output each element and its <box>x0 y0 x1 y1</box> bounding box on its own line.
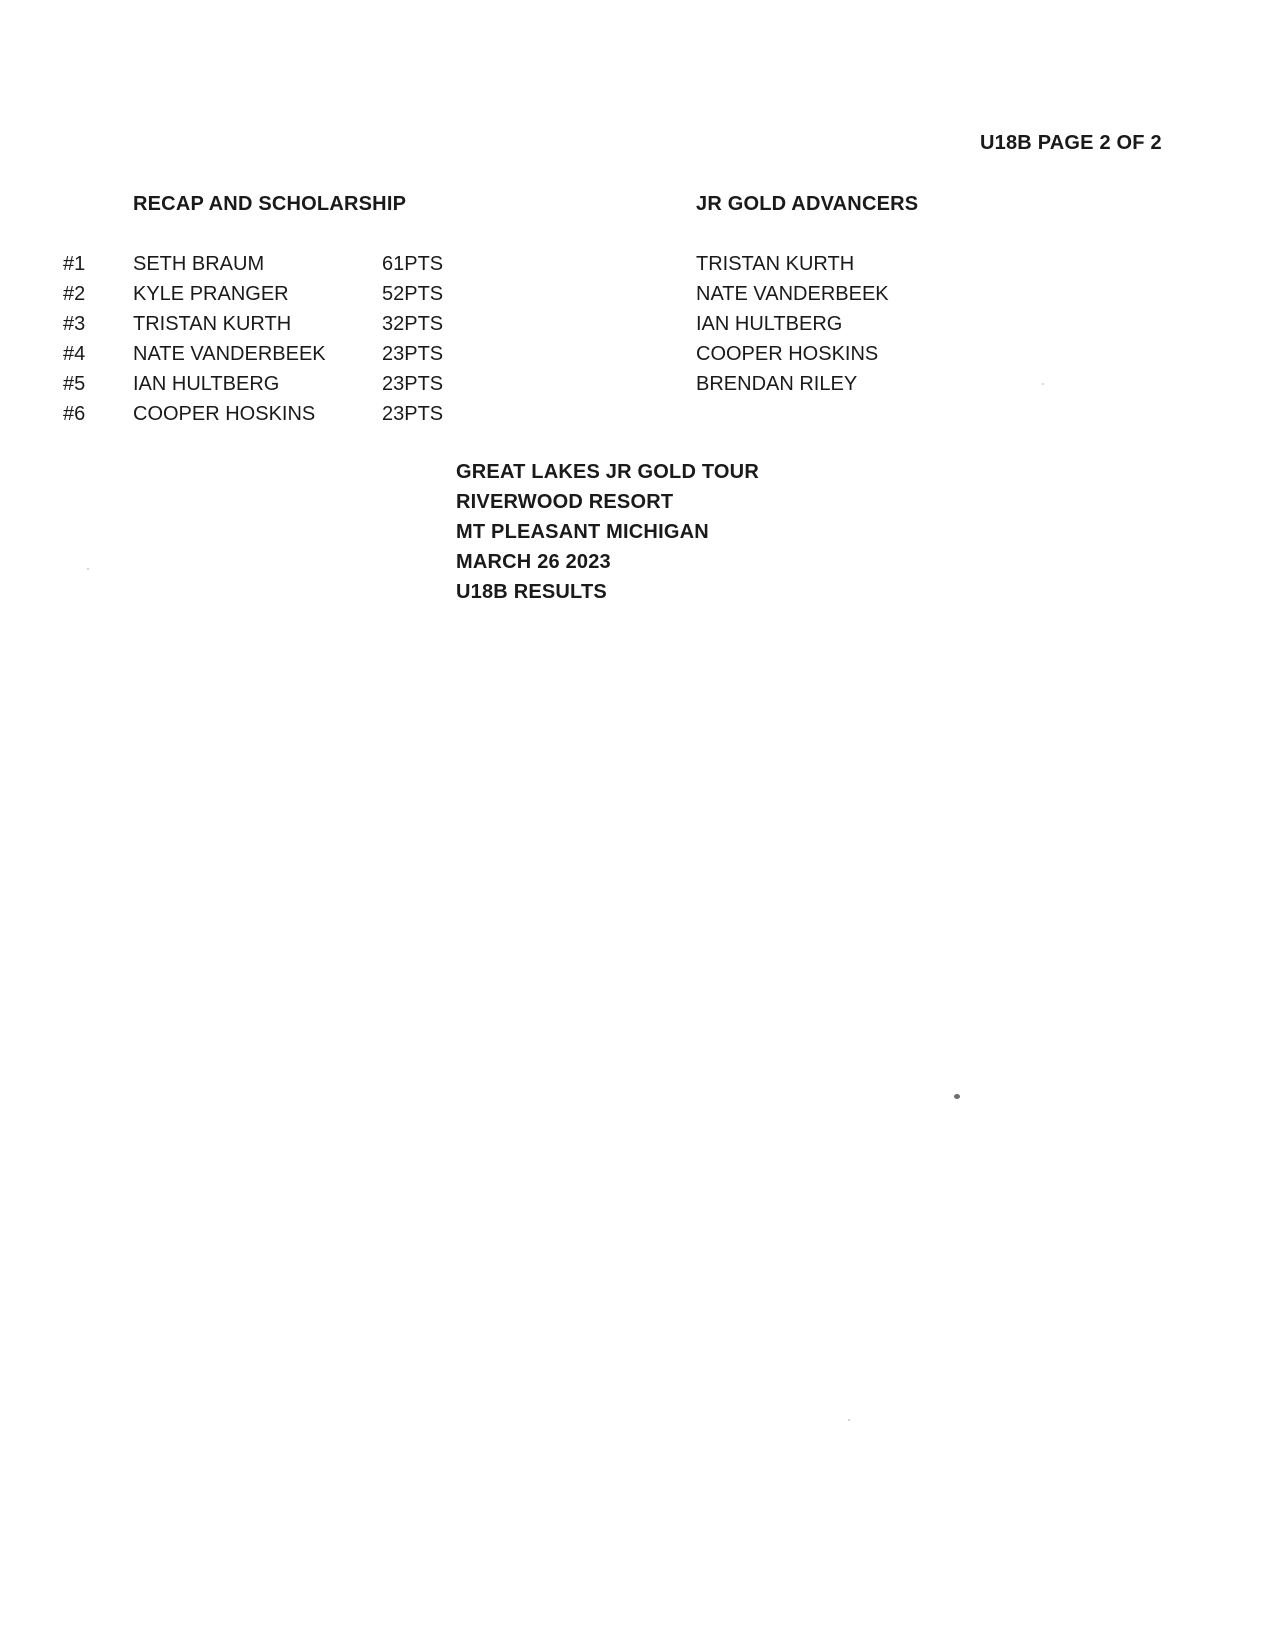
event-info-line: MARCH 26 2023 <box>456 551 611 573</box>
recap-name: SETH BRAUM <box>133 253 265 275</box>
event-info-line: MT PLEASANT MICHIGAN <box>456 521 709 543</box>
scan-speck <box>87 568 89 570</box>
advancer-name: COOPER HOSKINS <box>696 343 879 365</box>
recap-name: IAN HULTBERG <box>133 373 280 395</box>
scan-speck <box>1042 383 1044 385</box>
scan-speck <box>954 1094 960 1099</box>
event-info-line: RIVERWOOD RESORT <box>456 491 674 513</box>
recap-points: 61PTS <box>382 253 444 275</box>
recap-rank: #6 <box>63 403 86 425</box>
advancer-name: IAN HULTBERG <box>696 313 843 335</box>
advancer-name: TRISTAN KURTH <box>696 253 855 275</box>
scan-speck <box>848 1419 850 1421</box>
advancers-heading: JR GOLD ADVANCERS <box>696 193 919 215</box>
recap-name: COOPER HOSKINS <box>133 403 316 425</box>
recap-points: 32PTS <box>382 313 444 335</box>
recap-row <box>0 253 520 283</box>
recap-name: TRISTAN KURTH <box>133 313 292 335</box>
page-label: U18B PAGE 2 OF 2 <box>980 132 1162 154</box>
advancers-list <box>696 253 889 403</box>
recap-row <box>0 373 520 403</box>
event-info-line: GREAT LAKES JR GOLD TOUR <box>456 461 759 483</box>
event-info-line: U18B RESULTS <box>456 581 607 603</box>
recap-list <box>0 253 520 433</box>
recap-points: 23PTS <box>382 343 444 365</box>
advancer-name: NATE VANDERBEEK <box>696 283 889 305</box>
recap-rank: #2 <box>63 283 86 305</box>
recap-name: NATE VANDERBEEK <box>133 343 326 365</box>
recap-points: 52PTS <box>382 283 444 305</box>
recap-points: 23PTS <box>382 403 444 425</box>
recap-rank: #3 <box>63 313 86 335</box>
recap-row <box>0 313 520 343</box>
recap-rank: #1 <box>63 253 86 275</box>
advancer-name: BRENDAN RILEY <box>696 373 858 395</box>
recap-rank: #4 <box>63 343 86 365</box>
recap-points: 23PTS <box>382 373 444 395</box>
recap-heading: RECAP AND SCHOLARSHIP <box>133 193 407 215</box>
recap-name: KYLE PRANGER <box>133 283 289 305</box>
recap-row <box>0 403 520 433</box>
recap-row <box>0 283 520 313</box>
event-info-block <box>456 461 759 611</box>
recap-rank: #5 <box>63 373 86 395</box>
recap-row <box>0 343 520 373</box>
